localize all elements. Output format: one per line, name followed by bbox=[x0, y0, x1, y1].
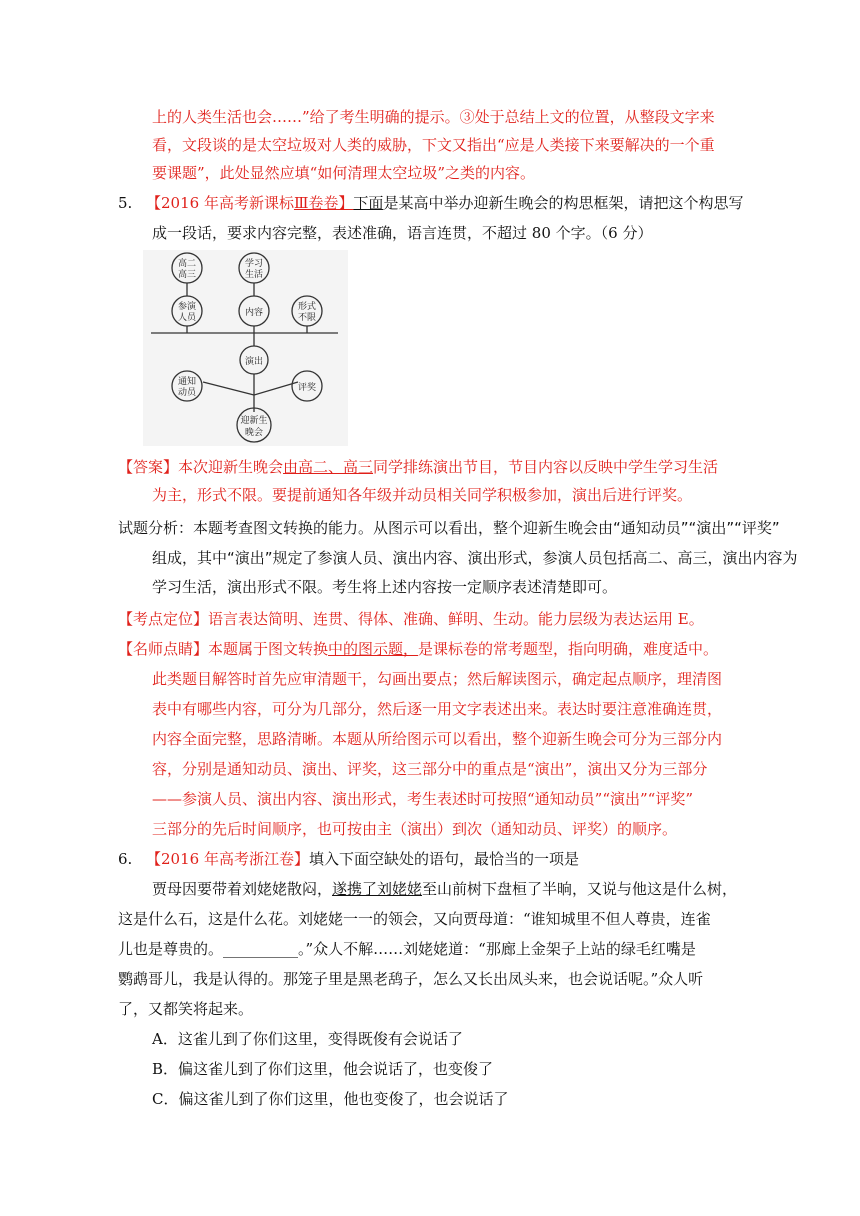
analysis-line-1: 试题分析：本题考查图文转换的能力。从图示可以看出，整个迎新生晚会由“通知动员”“演出”“评奖” bbox=[118, 519, 780, 537]
option-a: A．这雀儿到了你们这里，变得既俊有会说话了 bbox=[152, 1030, 463, 1048]
node-form-label-1: 形式 bbox=[297, 302, 317, 312]
mingshi-line-2: 此类题目解答时首先应审清题干，勾画出要点；然后解读图示，确定起点顺序，理清图 bbox=[152, 670, 723, 688]
mingshi-line-5: 容，分别是通知动员、演出、评奖，这三部分中的重点是“演出”，演出又分为三部分 bbox=[152, 760, 708, 778]
passage-text-b: 遂携了刘姥姥 bbox=[332, 880, 423, 898]
answer-text-c: 同学排练演出节目，节目内容以反映中学生学习生活 bbox=[373, 458, 719, 476]
mingshi-line-4: 内容全面完整，思路清晰。本题从所给图示可以看出，整个迎新生晚会可分为三部分内 bbox=[152, 730, 723, 748]
analysis-line-2: 组成，其中“演出”规定了参演人员、演出内容、演出形式，参演人员包括高二、高三，演出内容为 bbox=[152, 549, 798, 567]
kaodian-text: 语言表达简明、连贯、得体、准确、鲜明、生动。能力层级为表达运用 E。 bbox=[208, 610, 704, 628]
prev-explanation-line-3: 要课题”，此处显然应填“如何清理太空垃圾”之类的内容。 bbox=[152, 164, 536, 182]
node-study-label-1: 学习 bbox=[244, 259, 264, 269]
answer-text-b: 由高二、高三 bbox=[283, 458, 374, 476]
mingshi-line-3: 表中有哪些内容，可分为几部分，然后逐一用文字表述出来。表达时要注意准确连贯， bbox=[152, 700, 723, 718]
passage-line-1 bbox=[152, 879, 737, 899]
question-5-stem-line-1 bbox=[146, 193, 743, 213]
mingshi-line-1 bbox=[118, 639, 718, 659]
mingshi-text-a: 本题属于图文转换 bbox=[208, 640, 329, 658]
prev-explanation-line-1: 上的人类生活也会……”给了考生明确的提示。③处于总结上文的位置，从整段文字来 bbox=[152, 108, 715, 126]
prev-explanation-line-2: 看，文段谈的是太空垃圾对人类的威胁，下文又指出“应是人类接下来要解决的一个重 bbox=[152, 136, 715, 154]
passage-text-c: 至山前树下盘桓了半晌，又说与他这是什么树， bbox=[422, 880, 738, 898]
question-6-stem-text: 填入下面空缺处的语句，最恰当的一项是 bbox=[308, 850, 579, 868]
mingshi-tag: 【名师点睛】 bbox=[118, 640, 209, 658]
mingshi-text-b: 中的图示题， bbox=[328, 640, 419, 658]
question-5-number: 5. bbox=[118, 194, 133, 212]
node-content-label: 内容 bbox=[244, 308, 264, 318]
option-c: C．偏这雀儿到了你们这里，他也变俊了，也会说话了 bbox=[152, 1090, 509, 1108]
concept-diagram bbox=[143, 250, 348, 446]
node-grade-label-2: 高三 bbox=[177, 270, 197, 280]
question-6-source: 【2016 年高考浙江卷】 bbox=[146, 850, 309, 868]
node-party-label-2: 晚会 bbox=[244, 428, 264, 438]
passage-line-3: 儿也是尊贵的。__________。”众人不解……刘姥姥道：“那廊上金架子上站的绿毛红嘴是 bbox=[118, 940, 696, 958]
node-participants-label-1: 参演 bbox=[177, 302, 197, 312]
question-5-stem-rest: 是某高中举办迎新生晚会的构思框架，请把这个构思写 bbox=[383, 194, 744, 212]
option-b: B．偏这雀儿到了你们这里，他会说话了，也变俊了 bbox=[152, 1060, 494, 1078]
passage-line-2: 这是什么石，这是什么花。刘姥姥一一的领会，又向贾母道：“谁知城里不但人尊贵，连雀 bbox=[118, 910, 711, 928]
analysis-line-3: 学习生活，演出形式不限。考生将上述内容按一定顺序表述清楚即可。 bbox=[152, 578, 618, 596]
node-study-label-2: 生活 bbox=[244, 270, 264, 280]
kaodian-tag: 【考点定位】 bbox=[118, 610, 209, 628]
question-5-source-c: 下面 bbox=[353, 194, 384, 212]
answer-text-a: 本次迎新生晚会 bbox=[178, 458, 284, 476]
mingshi-text-c: 是课标卷的常考题型，指向明确，难度适中。 bbox=[418, 640, 719, 658]
passage-line-4: 鹦鹉哥儿，我是认得的。那笼子里是黑老鸹子，怎么又长出凤头来，也会说话呢。”众人听 bbox=[118, 970, 704, 988]
answer-line-2: 为主，形式不限。要提前通知各年级并动员相关同学积极参加，演出后进行评奖。 bbox=[152, 486, 693, 504]
question-6-stem bbox=[146, 849, 579, 869]
node-form-label-2: 不限 bbox=[297, 313, 317, 323]
question-5-source-b: Ⅲ卷卷】 bbox=[293, 194, 354, 212]
concept-diagram-svg bbox=[143, 250, 348, 446]
node-award-label: 评奖 bbox=[297, 383, 317, 393]
question-6-number: 6. bbox=[118, 850, 133, 868]
answer-tag: 【答案】 bbox=[118, 458, 179, 476]
node-party-label-1: 迎新生 bbox=[240, 416, 268, 426]
passage-line-5: 了，又都笑将起来。 bbox=[118, 1000, 254, 1018]
question-5-source-a: 【2016 年高考新课标 bbox=[146, 194, 294, 212]
answer-line-1 bbox=[118, 457, 718, 477]
question-5-stem-line-2: 成一段话，要求内容完整，表述准确，语言连贯，不超过 80 个字。（6 分） bbox=[152, 224, 653, 242]
node-grade-label-1: 高二 bbox=[177, 259, 197, 269]
node-notify-label-2: 动员 bbox=[177, 388, 197, 398]
mingshi-line-6: ——参演人员、演出内容、演出形式，考生表述时可按照“通知动员”“演出”“评奖” bbox=[152, 790, 694, 808]
node-notify-label-1: 通知 bbox=[177, 377, 197, 387]
node-performance-label: 演出 bbox=[244, 357, 264, 367]
mingshi-line-7: 三部分的先后时间顺序，也可按由主（演出）到次（通知动员、评奖）的顺序。 bbox=[152, 820, 678, 838]
kaodian-line bbox=[118, 609, 704, 629]
passage-text-a: 贾母因要带着刘姥姥散闷， bbox=[152, 880, 333, 898]
node-participants-label-2: 人员 bbox=[177, 313, 197, 323]
